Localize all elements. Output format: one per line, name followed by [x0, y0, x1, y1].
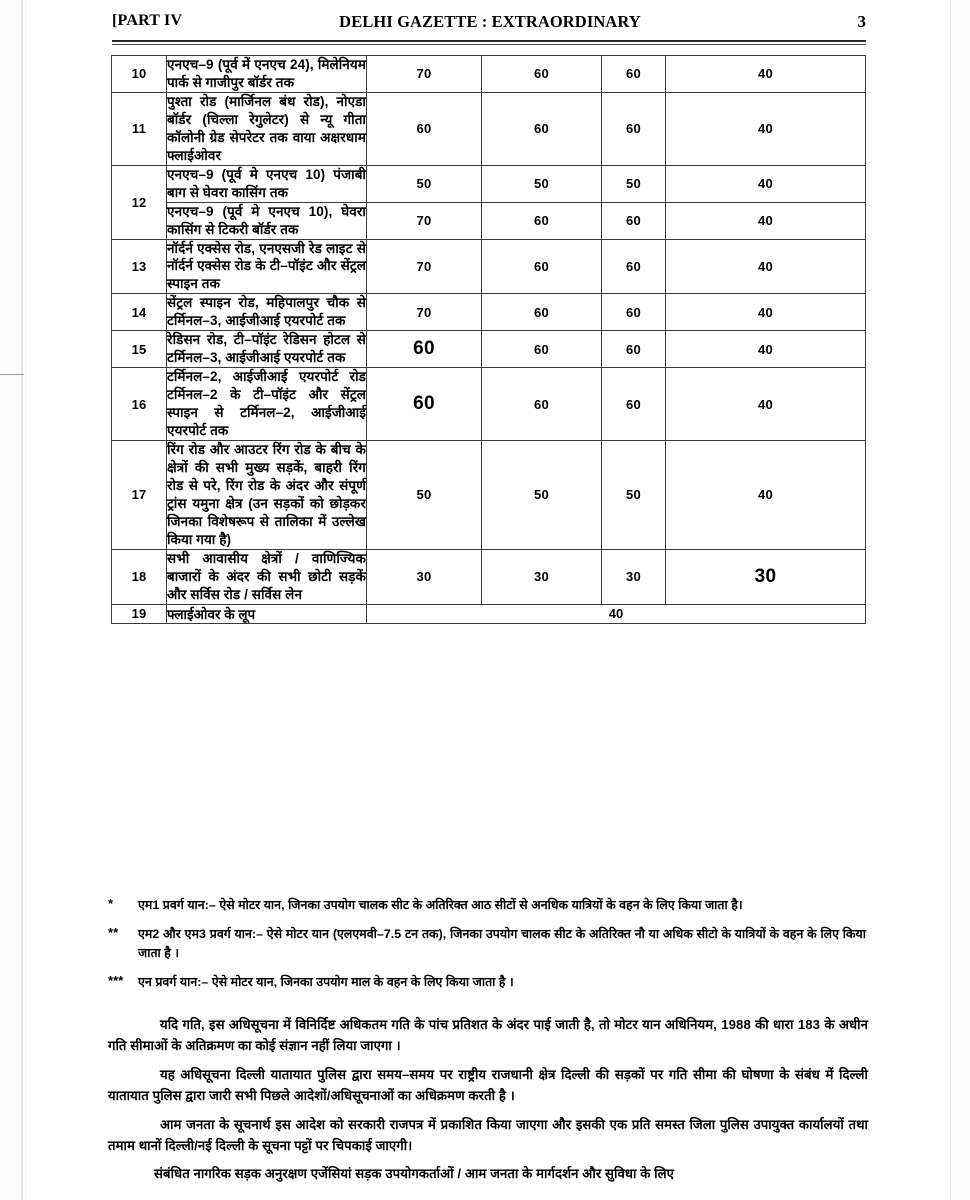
scan-left-edge-line-secondary — [25, 0, 26, 1200]
cell-speed-all-categories: 40 — [367, 604, 866, 623]
page-number: 3 — [857, 12, 866, 31]
cell-speed-m2: 60 — [482, 331, 602, 368]
cell-speed-n: 60 — [602, 294, 666, 331]
cell-road-description: एनएच–9 (पूर्व मे एनएच 10), घेवरा कासिंग से टिकरी बॉर्डर तक — [167, 202, 367, 239]
cell-serial-number: 15 — [112, 331, 167, 368]
paragraph-speed-tolerance: यदि गति, इस अधिसूचना में विनिर्दिष्ट अधिकतम गति के पांच प्रतिशत के अंदर पाई जाती है, तो मोटर यान अधिनियम, 1988 की धारा 183 के अधीन गति सीमाओं के अतिक्रमण का कोई संज्ञान नहीं लिया जाएगा । — [108, 1017, 868, 1054]
cell-road-description: पुश्ता रोड (मार्जिनल बंध रोड), नोएडा बॉर्डर (चिल्ला रेगुलेटर) से न्यू गीता कॉलोनी ग्रेड सेपरेटर तक वाया अक्षरधाम फ्लाईओवर — [167, 92, 367, 165]
cell-serial-number: 16 — [112, 368, 167, 441]
footnote-text: एम2 और एम3 प्रवर्ग यान:– ऐसे मोटर यान (एलएमवी–7.5 टन तक), जिनका उपयोग चालक सीट के अतिरिक्त नौ या अधिक सीटो के यात्रियों के वहन के लिए किया जाता है । — [138, 927, 866, 960]
cell-speed-other: 40 — [666, 92, 866, 165]
body-paragraphs — [108, 1014, 868, 1192]
cell-speed-n: 50 — [602, 441, 666, 550]
cell-speed-other: 40 — [666, 294, 866, 331]
scan-right-edge-band — [952, 0, 970, 1200]
cell-speed-n: 60 — [602, 331, 666, 368]
cell-serial-number: 17 — [112, 441, 167, 550]
footnote-marker: ** — [108, 925, 119, 941]
speed-limit-table — [111, 55, 866, 624]
table-row — [112, 56, 866, 93]
table-row — [112, 239, 866, 294]
table-row — [112, 92, 866, 165]
cell-road-description: नॉर्दर्न एक्सेस रोड, एनएसजी रेड लाइट से नॉर्दर्न एक्सेस रोड के टी–पॉइंट और सेंट्रल स्पाइन तक — [167, 239, 367, 294]
cell-speed-m2: 50 — [482, 441, 602, 550]
cell-speed-other: 40 — [666, 239, 866, 294]
cell-speed-other: 40 — [666, 441, 866, 550]
table-row — [112, 202, 866, 239]
cell-road-description: फ्लाईओवर के लूप — [167, 604, 367, 623]
cell-speed-m1: 70 — [367, 294, 482, 331]
table-row — [112, 294, 866, 331]
scan-margin-stub-line — [0, 374, 24, 375]
cell-speed-other: 40 — [666, 165, 866, 202]
cell-road-description: सेंट्रल स्पाइन रोड, महिपालपुर चौक से टर्मिनल–3, आईजीआई एयरपोर्ट तक — [167, 294, 367, 331]
cell-serial-number: 11 — [112, 92, 167, 165]
table-row — [112, 165, 866, 202]
cell-speed-m2: 60 — [482, 294, 602, 331]
cell-speed-n: 60 — [602, 368, 666, 441]
table-row — [112, 441, 866, 550]
cell-speed-m2: 60 — [482, 239, 602, 294]
cell-serial-number: 12 — [112, 165, 167, 239]
cell-speed-other: 40 — [666, 331, 866, 368]
cell-road-description: एनएच–9 (पूर्व मे एनएच 10) पंजाबी बाग से घेवरा कासिंग तक — [167, 165, 367, 202]
cell-speed-m1: 30 — [367, 549, 482, 604]
page-running-header — [112, 12, 868, 36]
cell-speed-n: 60 — [602, 92, 666, 165]
cell-speed-other: 40 — [666, 56, 866, 93]
table-row — [112, 604, 866, 623]
cell-speed-n: 60 — [602, 202, 666, 239]
cell-speed-m2: 50 — [482, 165, 602, 202]
cell-speed-m2: 30 — [482, 549, 602, 604]
table-row — [112, 549, 866, 604]
cell-speed-n: 30 — [602, 549, 666, 604]
cell-speed-m2: 60 — [482, 92, 602, 165]
footnote-marker: *** — [108, 973, 124, 989]
header-part-label: [PART IV — [112, 12, 183, 29]
footnote-item — [108, 896, 866, 914]
scan-left-edge-band — [0, 0, 20, 1200]
header-rule-lower — [112, 44, 866, 45]
cell-speed-m1: 70 — [367, 202, 482, 239]
paragraph-publication: आम जनता के सूचनार्थ इस आदेश को सरकारी राजपत्र में प्रकाशित किया जाएगा और इसकी एक प्रति समस्त जिला पुलिस उपायुक्त कार्यालयों तथा तमाम थानों दिल्ली/नई दिल्ली के सूचना पट्टों पर चिपकाई जाएगी। — [108, 1116, 868, 1153]
cell-road-description: रेडिसन रोड, टी–पॉइंट रेडिसन होटल से टर्मिनल–3, आईजीआई एयरपोर्ट तक — [167, 331, 367, 368]
cell-speed-n: 60 — [602, 56, 666, 93]
scan-left-edge-line — [21, 0, 23, 1200]
cell-serial-number: 18 — [112, 549, 167, 604]
footnote-text: एन प्रवर्ग यान:– ऐसे मोटर यान, जिनका उपयोग माल के वहन के लिए किया जाता है । — [138, 975, 514, 990]
table-row — [112, 331, 866, 368]
cell-speed-m2: 60 — [482, 202, 602, 239]
cell-road-description: रिंग रोड और आउटर रिंग रोड के बीच के क्षेत्रों की सभी मुख्य सड़कें, बाहरी रिंग रोड से परे, रिंग रोड के अंदर और संपूर्ण ट्रांस यमुना क्षेत्र (उन सड़कों को छोड़कर जिनका विशेषरूप से तालिका में उल्लेख किया गया है) — [167, 441, 367, 550]
cell-speed-m1: 50 — [367, 165, 482, 202]
cell-serial-number: 14 — [112, 294, 167, 331]
cell-speed-m1: 50 — [367, 441, 482, 550]
cell-speed-m1: 60 — [367, 92, 482, 165]
paragraph-road-agencies: संबंधित नागरिक सड़क अनुरक्षण एजेंसियां सड़क उपयोगकर्ताओं / आम जनता के मार्गदर्शन और सुविधा के लिए — [154, 1166, 674, 1182]
footnote-item — [108, 973, 866, 991]
footnote-item — [108, 925, 866, 962]
scan-right-edge-line — [950, 0, 951, 1200]
cell-speed-m1: 70 — [367, 239, 482, 294]
footnote-marker: * — [108, 896, 114, 911]
cell-serial-number: 19 — [112, 604, 167, 623]
header-rule-upper — [112, 40, 866, 42]
cell-speed-m1: 60 — [367, 331, 482, 368]
cell-speed-m2: 60 — [482, 56, 602, 93]
cell-serial-number: 10 — [112, 56, 167, 93]
table-row — [112, 368, 866, 441]
cell-road-description: टर्मिनल–2, आईजीआई एयरपोर्ट रोड टर्मिनल–2 के टी–पॉइंट और सेंट्रल स्पाइन से टर्मिनल–2, आईजीआई एयरपोर्ट तक — [167, 368, 367, 441]
cell-speed-other: 40 — [666, 368, 866, 441]
footnotes-block — [108, 896, 866, 1000]
cell-speed-m1: 60 — [367, 368, 482, 441]
cell-speed-n: 60 — [602, 239, 666, 294]
cell-speed-m2: 60 — [482, 368, 602, 441]
cell-serial-number: 13 — [112, 239, 167, 294]
cell-road-description: एनएच–9 (पूर्व में एनएच 24), मिलेनियम पार्क से गाजीपुर बॉर्डर तक — [167, 56, 367, 93]
cell-speed-m1: 70 — [367, 56, 482, 93]
cell-speed-other: 40 — [666, 202, 866, 239]
cell-speed-other: 30 — [666, 549, 866, 604]
header-gazette-title: DELHI GAZETTE : EXTRAORDINARY — [339, 12, 641, 31]
cell-speed-n: 50 — [602, 165, 666, 202]
footnote-text: एम1 प्रवर्ग यान:– ऐसे मोटर यान, जिनका उपयोग चालक सीट के अतिरिक्त आठ सीटों से अनधिक यात्रियों के वहन के लिए किया जाता है। — [138, 898, 743, 912]
cell-road-description: सभी आवासीय क्षेत्रों / वाणिज्यिक बाजारों के अंदर की सभी छोटी सड़कें और सर्विस रोड / सर्विस लेन — [167, 549, 367, 604]
paragraph-supersession: यह अधिसूचना दिल्ली यातायात पुलिस द्वारा समय–समय पर राष्ट्रीय राजधानी क्षेत्र दिल्ली की सड़कों पर गति सीमा की घोषणा के संबंध में दिल्ली यातायात पुलिस द्वारा जारी सभी पिछले आदेशों/अधिसूचनाओं का अधिक्रमण करती है । — [108, 1066, 868, 1104]
